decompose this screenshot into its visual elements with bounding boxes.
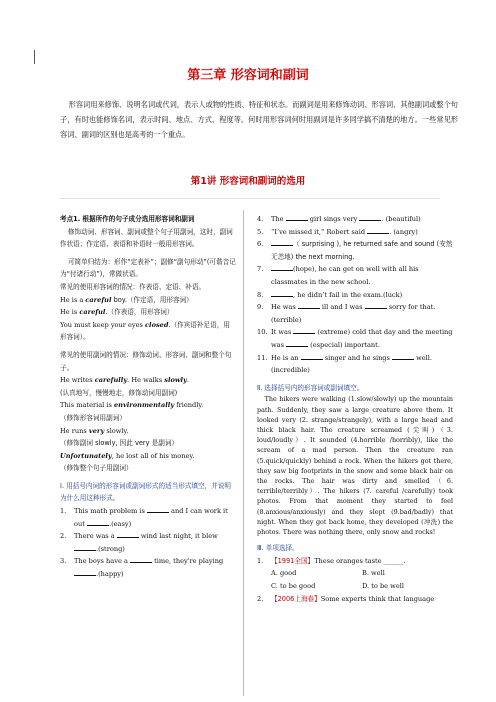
answer-blank[interactable] [286,214,308,221]
question-1: 1. This math problem is and I can work it out .(easy) [60,507,228,528]
question-8: 8. , he didn’t fail in the exam.(luck) [257,290,403,299]
example-5: This material is environmentally friendly. [60,401,204,410]
example-7: Unfortunately, he lost all of his money. [60,451,195,460]
answer-blank[interactable] [130,556,152,563]
answer-blank[interactable] [392,353,414,360]
question-2: 2. There was a wind last night, it blew .(strong) [60,532,218,553]
divider [60,198,440,199]
key-point-desc: 修饰动词、形容词、副词或整个句子用副词，这时，副词作状语；作定语、表语和补语时一般用形容词。 [60,227,233,249]
mc-question-1: 1. 【1991全国】These oranges taste ______. [257,556,406,565]
section-3-title: Ⅲ. 单项选择。 [257,544,299,553]
option-c[interactable]: C. to be good [271,581,316,590]
key-point-heading: 考点1. 根据所作的句子成分选用形容词和副词 [60,215,195,223]
question-4: 4. The girl sings very . (beautiful) [257,215,421,223]
column-separator [243,210,244,696]
answer-blank[interactable] [147,506,169,513]
right-column [257,213,453,605]
section-1-title: Ⅰ. 用括号内词的形容词或副词形式的适当形式填空，并说明为什么用这种形式。 [60,481,231,503]
example-4: He writes carefully. He walks slowly. [60,376,189,385]
answer-blank[interactable] [271,290,293,297]
answer-blank[interactable] [87,519,109,526]
answer-blank[interactable] [271,264,293,271]
left-column [60,213,236,581]
example-2: He is careful.（作表语，用形容词） [60,308,174,317]
answer-blank[interactable] [359,214,381,221]
question-11: 11. He is an singer and he sings well. (incredible) [257,353,432,375]
answer-blank[interactable] [293,327,315,334]
adv-cases: 常见的使用副词的情况：修饰动词、形容词、副词和整个句子。 [60,350,232,372]
question-6: 6. （ surprising ), he returned safe and sound (安然无恙地) the next morning. [257,240,453,261]
answer-blank[interactable] [365,302,387,309]
example-7-note: （修饰整个句子用副词） [60,464,133,473]
question-3: 3. The boys have a time, they're playing .(happy) [60,557,224,579]
mc-1-options [257,567,453,592]
lecture-title: 第1讲 形容词和副词的选用 [190,176,306,187]
question-10: 10. It was (extreme) cold that day and the meeting was (especial) important. [257,328,453,349]
option-d[interactable]: D. to be well [362,581,404,590]
answer-blank[interactable] [301,353,323,360]
answer-blank[interactable] [74,544,96,551]
reading-passage: The hikers were walking (1.slow/slowly) up the mountain path. Suddenly, they saw a large creature above them. It looked very (2. strange/strangely), with a large head and thick black hair. The creature screamed (尖叫)（3. loud/loudly）. It sounded (4.horrible /horribly), like the scream of a mad person. Then the creature ran (5.quick/quickly) behind a rock. When the hikers got there, they saw big footprints in the snow and some black hair on the rocks. The hair was dirty and smelled（6. terrible/terribly）. The hikers (7. careful /carefully) took photos. From that moment they started to feel (8.anxious/anxiously) and they slept (9.bad/badly) that night. When they got back home, they developed (冲洗) the photos. There was nothing there, only snow and rocks! [257,395,453,536]
page-corner-mark [34,50,35,64]
chapter-intro: 形容词用来修饰、说明名词或代词，表示人或物的性质、特征和状态。而副词是用来修饰动词、形容词、其他副词或整个句子，有时也能修饰名词，表示时间、地点、方式、程度等。何时用形容词何时用副词是许多同学搞不清楚的地方。一些常见形容词、副词的区别也是高考的一个重点。 [60,100,458,139]
adj-cases: 常见的使用形容词的情况：作表语、定语、补语。 [60,282,206,291]
example-6: He runs very slowly. [60,426,129,435]
answer-blank[interactable] [298,302,320,309]
question-7: 7. (hope), he can get on well with all his classmates in the new school. [257,265,419,286]
answer-blank[interactable] [286,340,308,347]
answer-blank[interactable] [271,239,293,246]
option-b[interactable]: B. well [362,569,385,578]
example-6-note: （修饰副词 slowly, 因此 very 是副词） [60,439,179,448]
answer-blank[interactable] [117,531,139,538]
option-a[interactable]: A. good [271,569,297,578]
section-2-title: Ⅱ. 选择括号内的形容词或副词填空。 [257,383,364,392]
chapter-title: 第三章 形容词和副词 [187,68,309,83]
mc-question-2: 2. 【2006上海春】Some experts think that language [257,594,435,603]
example-5-note: （修饰形容词用副词） [60,413,126,422]
question-5: 5. “I’ve missed it,” Robert said . (angry) [257,227,418,236]
example-4-note: (认真地写，慢慢地走，修饰动词用副词) [60,388,178,397]
example-1: He is a careful boy.（作定语，用形容词） [60,295,193,304]
example-3: You must keep your eyes closed.（作宾语补足语，用形容词）。 [60,320,230,342]
answer-blank[interactable] [74,569,96,576]
answer-blank[interactable] [367,227,389,234]
mnemonic: 可简单归结为：形作“定表补”；副修“副句形动”(可谐音记为“付诸行动”)，常做状语。 [60,257,236,279]
question-9: 9. He was ill and I was sorry for that. (terrible) [257,303,436,324]
